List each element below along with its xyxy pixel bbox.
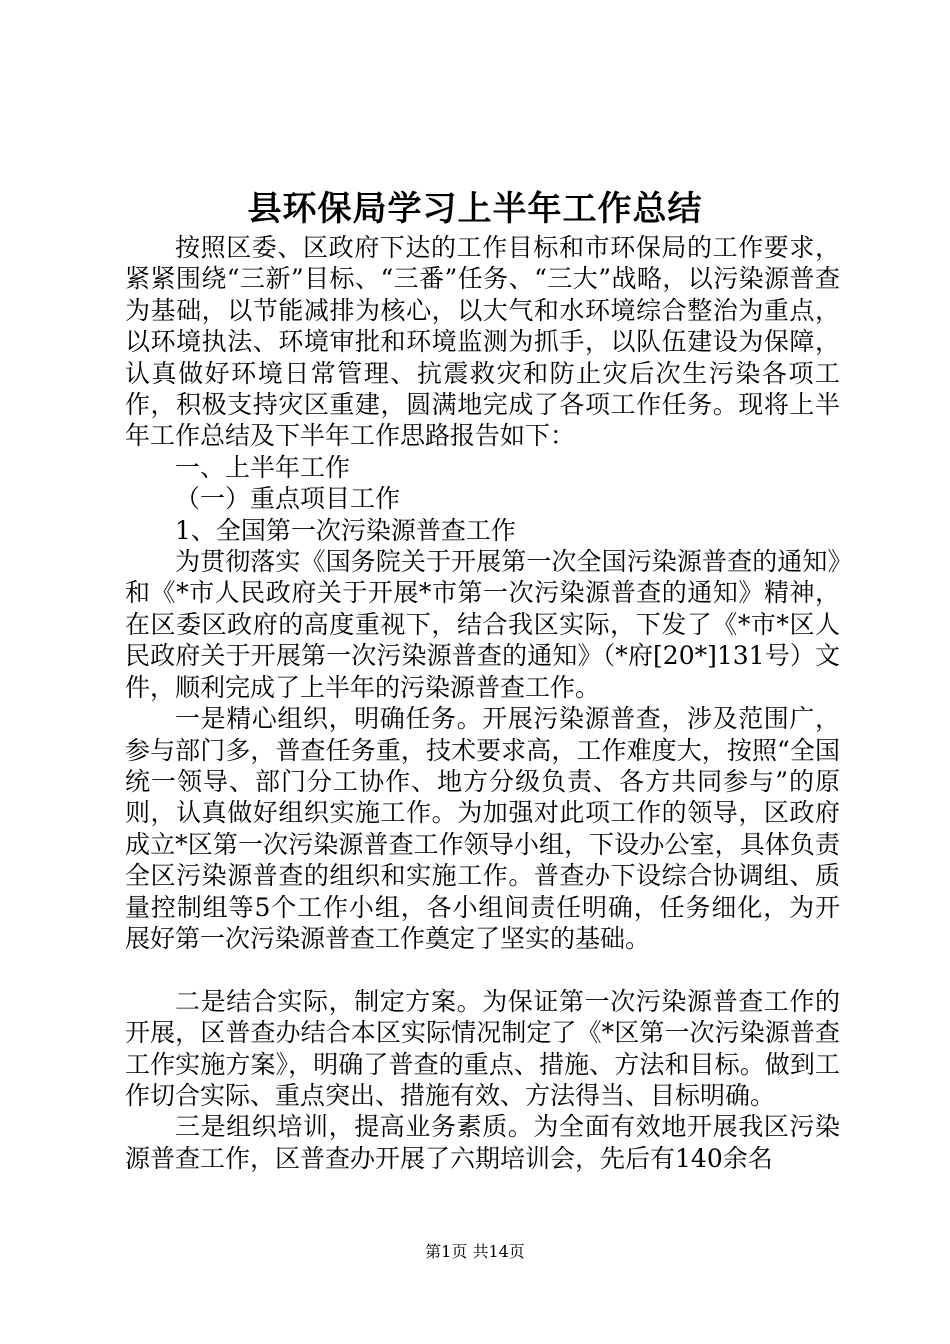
- document-title: 县环保局学习上半年工作总结: [247, 189, 703, 229]
- paragraph-point-3: 三是组织培训，提高业务素质。为全面有效地开展我区污染源普查工作，区普查办开展了六期培训会，先后有140余名: [125, 1112, 840, 1173]
- page-number-footer: 第1页 共14页: [425, 1242, 525, 1261]
- paragraph-point-2: 二是结合实际，制定方案。为保证第一次污染源普查工作的开展，区普查办结合本区实际情况制定了《*区第一次污染源普查工作实施方案》，明确了普查的重点、措施、方法和目标。做到工作切合实际、重点突出、措施有效、方法得当、目标明确。: [125, 986, 840, 1110]
- paragraph-point-1: 一是精心组织，明确任务。开展污染源普查，涉及范围广，参与部门多，普查任务重，技术要求高，工作难度大，按照“全国统一领导、部门分工协作、地方分级负责、各方共同参与”的原则，认真做好组织实施工作。为加强对此项工作的领导，区政府成立*区第一次污染源普查工作领导小组，下设办公室，具体负责全区污染源普查的组织和实施工作。普查办下设综合协调组、质量控制组等5个工作小组，各小组间责任明确，任务细化，为开展好第一次污染源普查工作奠定了坚实的基础。: [125, 704, 840, 953]
- heading-item-1: 1、全国第一次污染源普查工作: [175, 515, 516, 545]
- paragraph-census-notice: 为贯彻落实《国务院关于开展第一次全国污染源普查的通知》和《*市人民政府关于开展*市第一次污染源普查的通知》精神，在区委区政府的高度重视下，结合我区实际，下发了《*市*区人民政府关于开展第一次污染源普查的通知》（*府[20*]131号）文件，顺利完成了上半年的污染源普查工作。: [125, 547, 840, 702]
- document-body: [125, 232, 840, 1174]
- heading-section-1: 一、上半年工作: [175, 452, 351, 482]
- heading-subsection-1: （一）重点项目工作: [175, 484, 401, 514]
- paragraph-intro: 按照区委、区政府下达的工作目标和市环保局的工作要求，紧紧围绕“三新”目标、“三番”任务、“三大”战略，以污染源普查为基础，以节能减排为核心，以大气和水环境综合整治为重点，以环境执法、环境审批和环境监测为抓手，以队伍建设为保障，认真做好环境日常管理、抗震救灾和防止灾后次生污染各项工作，积极支持灾区重建，圆满地完成了各项工作任务。现将上半年工作总结及下半年工作思路报告如下：: [125, 233, 840, 451]
